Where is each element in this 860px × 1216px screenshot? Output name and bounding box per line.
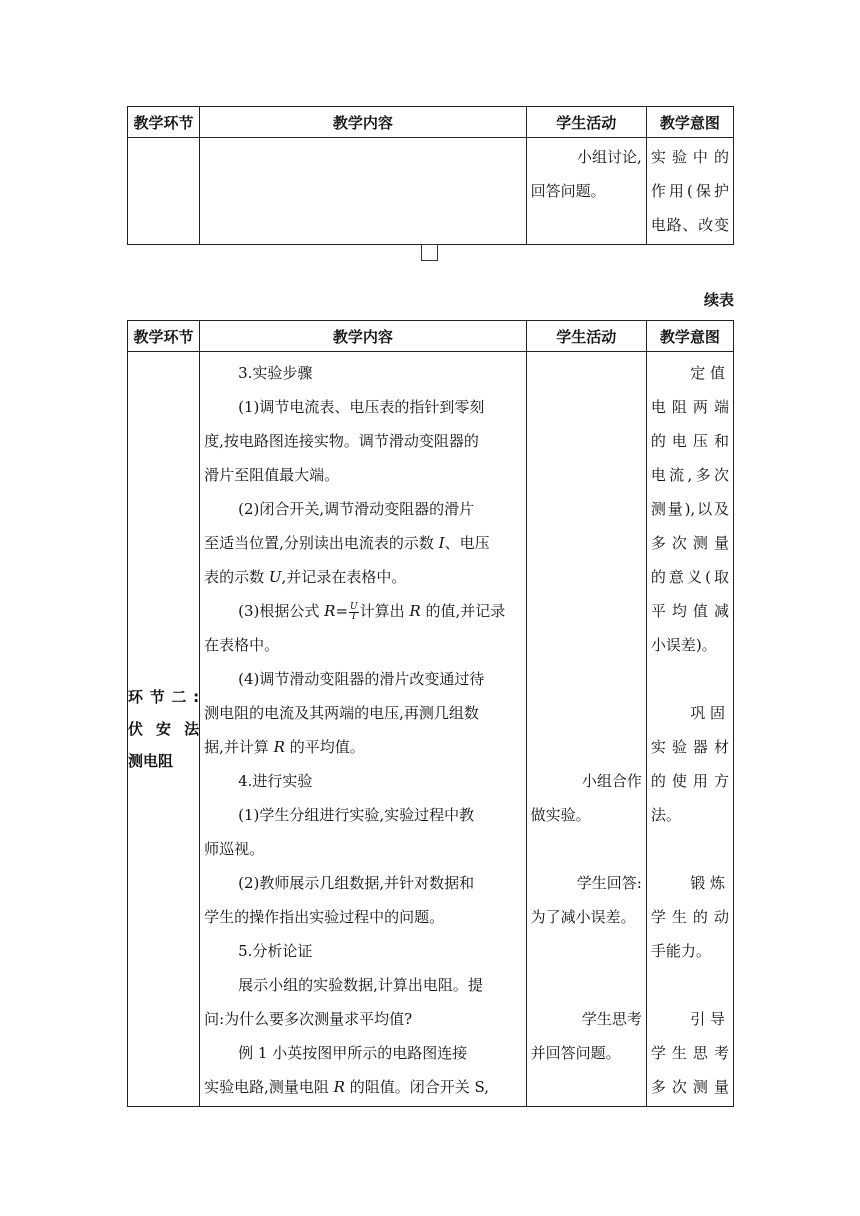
variable-symbol: R [273, 738, 285, 756]
content-line: 在表格中。 [204, 636, 280, 654]
intent-line: 手能力。 [650, 942, 711, 960]
intent-line: 平均值减 [650, 602, 729, 620]
intent-line: 实验中的 [650, 148, 729, 166]
content-line [204, 730, 522, 764]
header-activity: 学生活动 [526, 107, 646, 138]
intent-line: 锻 炼 [690, 874, 725, 892]
text-span: 、电压 [444, 534, 490, 552]
activity-cell [526, 352, 646, 1107]
content-line: (4)调节滑动变阻器的滑片改变通过待 [238, 670, 485, 688]
header-activity: 学生活动 [526, 321, 646, 352]
header-stage: 教学环节 [128, 321, 200, 352]
intent-line: 作用(保护 [650, 182, 729, 200]
fraction [349, 603, 359, 622]
header-intent: 教学意图 [646, 321, 733, 352]
content-line: 学生的操作指出实验过程中的问题。 [204, 908, 445, 926]
variable-symbol: R [324, 602, 336, 620]
content-line: (1)学生分组进行实验,实验过程中教 [238, 806, 475, 824]
content-cell [200, 138, 527, 245]
text-span: 据,并计算 [204, 738, 274, 756]
intent-line: 学生的动 [650, 908, 729, 926]
fraction-numerator: U [350, 601, 358, 612]
header-intent: 教学意图 [646, 107, 733, 138]
activity-line: 为了减小误差。 [530, 908, 636, 926]
table-row [128, 138, 734, 245]
content-line: 测电阻的电流及其两端的电压,再测几组数 [204, 704, 479, 722]
content-line: 师巡视。 [204, 840, 265, 858]
content-line: 4.进行实验 [238, 772, 313, 790]
text-span: 表的示数 [204, 568, 269, 586]
continued-label: 续表 [703, 291, 734, 309]
content-line: (1)调节电流表、电压表的指针到零刻 [238, 398, 485, 416]
formula-line [204, 594, 522, 628]
text-span: 实验电路,测量电阻 [204, 1078, 334, 1096]
header-content: 教学内容 [200, 321, 527, 352]
content-cell [200, 352, 527, 1107]
content-line [204, 1070, 522, 1104]
content-line: 例 1 小英按图甲所示的电路图连接 [238, 1044, 468, 1062]
lesson-table-part1 [127, 106, 734, 245]
lesson-table-part2 [127, 320, 734, 1107]
stage-cell [128, 352, 200, 1107]
content-line: 问:为什么要多次测量求平均值? [204, 1010, 413, 1028]
content-line: 滑片至阻值最大端。 [204, 466, 340, 484]
intent-cell [646, 352, 733, 1107]
stage-line: 伏安法 [128, 720, 200, 738]
intent-line: 多次测量 [650, 1078, 729, 1096]
intent-line: 多次测量 [650, 534, 729, 552]
header-content: 教学内容 [200, 107, 527, 138]
intent-line: 电阻两端 [650, 398, 729, 416]
header-stage: 教学环节 [128, 107, 200, 138]
activity-cell [526, 138, 646, 245]
intent-line: 的电压和 [650, 432, 729, 450]
intent-line: 学生思考 [650, 1044, 729, 1062]
intent-line: 的使用方 [650, 772, 729, 790]
content-line [204, 560, 522, 594]
text-span: 的平均值。 [284, 738, 365, 756]
activity-line: 学生思考 [581, 1010, 642, 1028]
intent-line: 引 导 [690, 1010, 725, 1028]
placeholder-box [421, 244, 438, 261]
activity-line: 回答问题。 [530, 182, 606, 200]
table-header-row [128, 107, 734, 138]
content-line [204, 526, 522, 560]
stage-line: 环节二: [128, 688, 200, 706]
variable-symbol: R [409, 602, 421, 620]
table-header-row [128, 321, 734, 352]
activity-line: 小组讨论, [577, 148, 642, 166]
text-span: 至适当位置,分别读出电流表的示数 [204, 534, 439, 552]
text-span: 的值,并记录 [420, 602, 506, 620]
equals-sign: = [335, 602, 349, 620]
fraction-denominator: I [352, 611, 356, 622]
activity-line: 小组合作 [581, 772, 642, 790]
content-line: 5.分析论证 [238, 942, 313, 960]
intent-line: 电路、改变 [650, 216, 729, 234]
stage-line: 测电阻 [128, 752, 174, 770]
intent-line: 的意义(取 [650, 568, 729, 586]
text-span: 的阻值。闭合开关 S, [344, 1078, 489, 1096]
intent-line: 实验器材 [650, 738, 729, 756]
table-row [128, 352, 734, 1107]
activity-line: 做实验。 [530, 806, 591, 824]
intent-line: 电流,多次 [650, 466, 729, 484]
intent-line: 巩 固 [690, 704, 725, 722]
intent-line: 测量),以及 [650, 500, 729, 518]
content-line: 度,按电路图连接实物。调节滑动变阻器的 [204, 432, 479, 450]
stage-cell [128, 138, 200, 245]
text-span: 计算出 [359, 602, 410, 620]
variable-symbol: R [333, 1078, 345, 1096]
variable-symbol: I [438, 534, 445, 552]
activity-line: 并回答问题。 [530, 1044, 621, 1062]
text-span: ,并记录在表格中。 [281, 568, 407, 586]
content-line: 展示小组的实验数据,计算出电阻。提 [238, 976, 483, 994]
text-span: (3)根据公式 [238, 602, 325, 620]
intent-line: 法。 [650, 806, 681, 824]
activity-line: 学生回答: [576, 874, 642, 892]
intent-cell [646, 138, 733, 245]
content-line: 3.实验步骤 [238, 364, 313, 382]
content-line: (2)闭合开关,调节滑动变阻器的滑片 [238, 500, 475, 518]
variable-symbol: U [268, 568, 282, 586]
intent-line: 小误差)。 [650, 636, 717, 654]
intent-line: 定 值 [690, 364, 725, 382]
content-line: (2)教师展示几组数据,并针对数据和 [238, 874, 475, 892]
